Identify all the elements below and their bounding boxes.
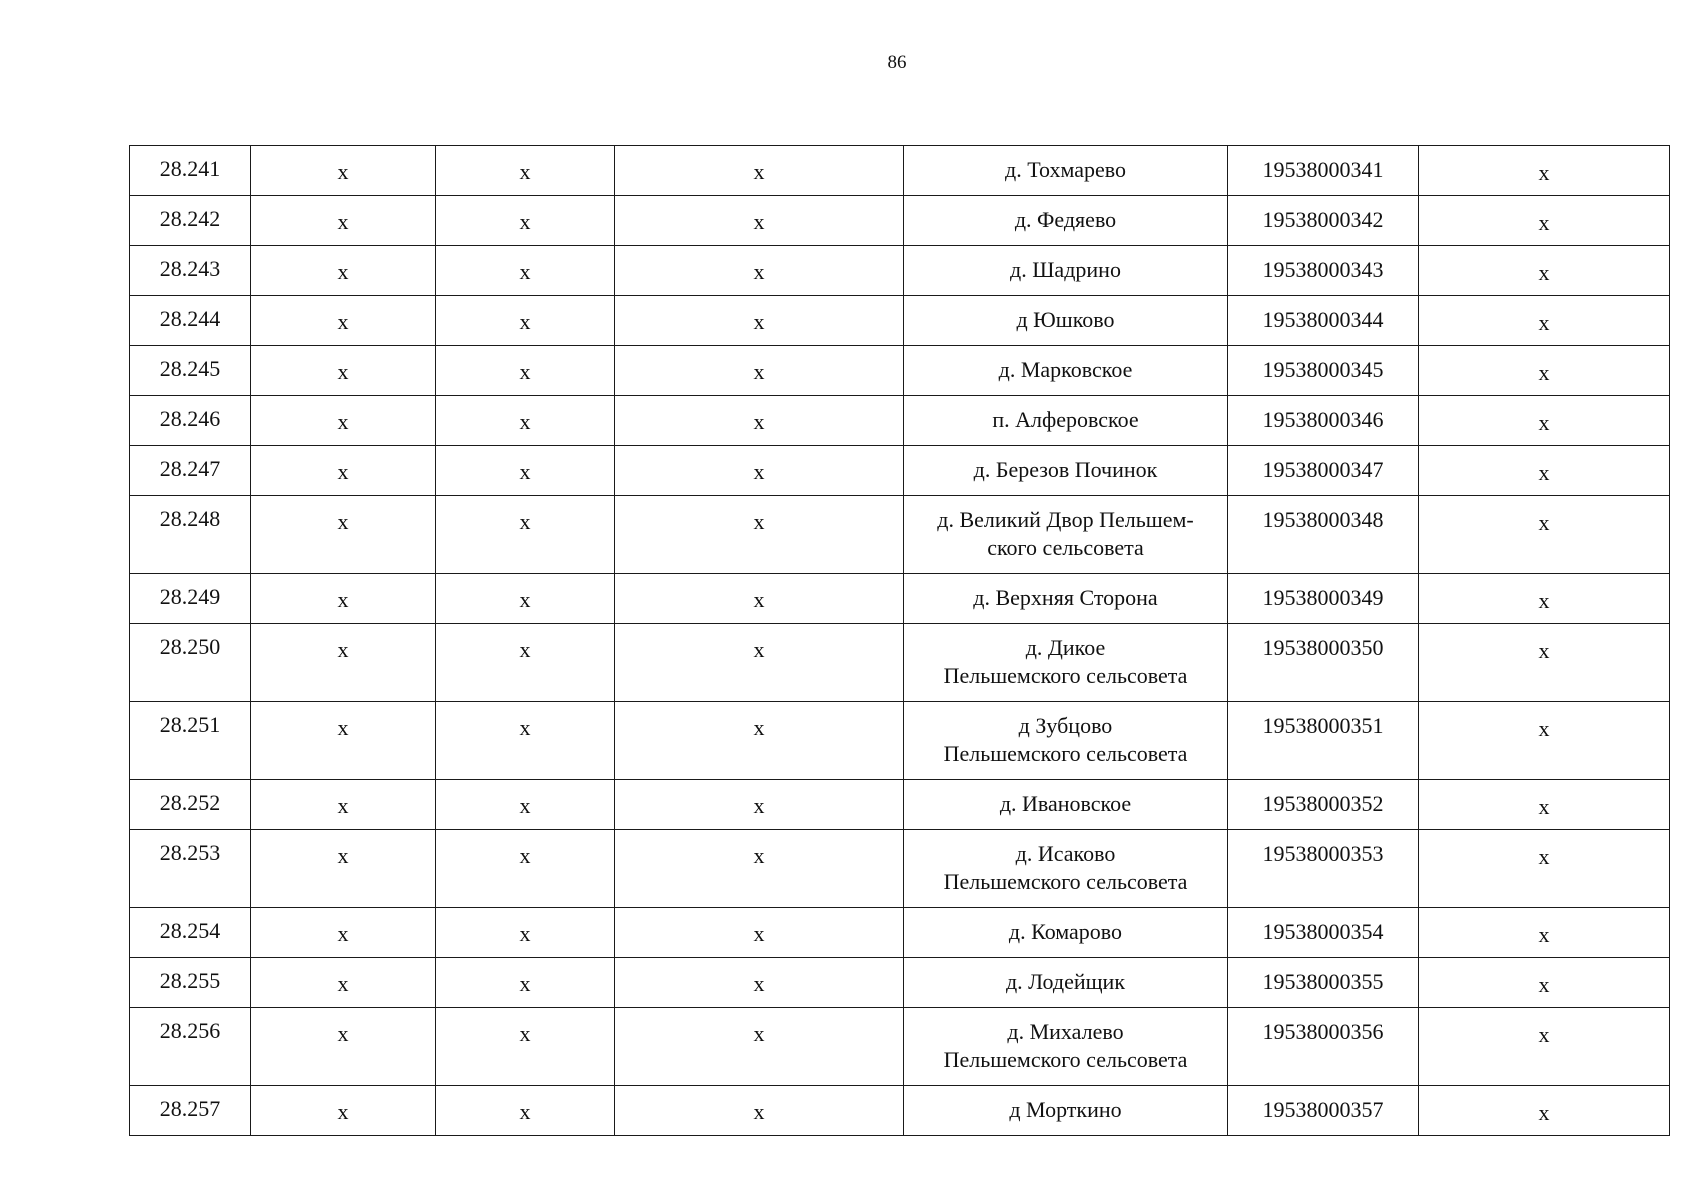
column-3-cell bbox=[436, 496, 615, 574]
table-row bbox=[130, 1086, 1670, 1136]
row-number-text: 28.245 bbox=[159, 356, 221, 381]
column-4-text: х bbox=[753, 309, 765, 334]
settlement-name-line: Пельшемского сельсовета bbox=[943, 663, 1188, 688]
settlement-name-cell bbox=[904, 1008, 1228, 1086]
settlement-name-cell bbox=[904, 346, 1228, 396]
row-number-text: 28.243 bbox=[159, 256, 221, 281]
oktmo-code-text: 19538000343 bbox=[1262, 257, 1384, 282]
column-4-text: х bbox=[753, 971, 765, 996]
column-4-text: х bbox=[753, 1021, 765, 1046]
column-3-text: х bbox=[519, 793, 531, 818]
oktmo-code-text: 19538000344 bbox=[1262, 307, 1384, 332]
row-number-cell bbox=[130, 446, 251, 496]
column-3-cell bbox=[436, 702, 615, 780]
column-4-cell bbox=[615, 396, 904, 446]
settlement-name-text: д. Федяево bbox=[1014, 207, 1117, 232]
column-4-text: х bbox=[753, 715, 765, 740]
oktmo-code-cell bbox=[1228, 702, 1419, 780]
column-7-text: х bbox=[1538, 160, 1550, 185]
row-number-text: 28.257 bbox=[159, 1096, 221, 1121]
table-row bbox=[130, 196, 1670, 246]
column-3-cell bbox=[436, 346, 615, 396]
settlement-name-line: д Зубцово bbox=[1018, 713, 1113, 738]
row-number-cell bbox=[130, 624, 251, 702]
table-row bbox=[130, 146, 1670, 196]
oktmo-code-text: 19538000352 bbox=[1262, 791, 1384, 816]
column-3-text: х bbox=[519, 587, 531, 612]
column-2-text: х bbox=[337, 1021, 349, 1046]
column-2-text: х bbox=[337, 1099, 349, 1124]
settlement-name-cell bbox=[904, 958, 1228, 1008]
oktmo-code-cell bbox=[1228, 196, 1419, 246]
column-7-text: х bbox=[1538, 510, 1550, 535]
row-number-cell bbox=[130, 958, 251, 1008]
column-7-text: х bbox=[1538, 460, 1550, 485]
column-4-text: х bbox=[753, 509, 765, 534]
settlement-name-text: д. Шадрино bbox=[1010, 257, 1121, 282]
column-4-cell bbox=[615, 780, 904, 830]
column-7-cell bbox=[1419, 574, 1670, 624]
column-7-cell bbox=[1419, 780, 1670, 830]
column-3-cell bbox=[436, 624, 615, 702]
column-7-text: х bbox=[1538, 972, 1550, 997]
row-number-cell bbox=[130, 908, 251, 958]
table-row bbox=[130, 1008, 1670, 1086]
row-number-text: 28.244 bbox=[159, 306, 221, 331]
column-2-cell bbox=[251, 958, 436, 1008]
row-number-cell bbox=[130, 396, 251, 446]
column-2-cell bbox=[251, 908, 436, 958]
oktmo-code-text: 19538000342 bbox=[1262, 207, 1384, 232]
column-7-cell bbox=[1419, 246, 1670, 296]
column-7-cell bbox=[1419, 908, 1670, 958]
settlement-name-cell bbox=[904, 830, 1228, 908]
settlement-name-text: д Морткино bbox=[1009, 1097, 1122, 1122]
column-4-text: х bbox=[753, 409, 765, 434]
oktmo-code-cell bbox=[1228, 1086, 1419, 1136]
column-4-cell bbox=[615, 196, 904, 246]
table-row bbox=[130, 624, 1670, 702]
settlement-name-cell bbox=[904, 574, 1228, 624]
oktmo-code-cell bbox=[1228, 780, 1419, 830]
settlement-name-cell bbox=[904, 246, 1228, 296]
column-2-cell bbox=[251, 624, 436, 702]
table-row bbox=[130, 346, 1670, 396]
column-4-text: х bbox=[753, 793, 765, 818]
column-2-cell bbox=[251, 396, 436, 446]
column-4-cell bbox=[615, 1086, 904, 1136]
column-4-cell bbox=[615, 146, 904, 196]
column-3-cell bbox=[436, 574, 615, 624]
oktmo-code-text: 19538000346 bbox=[1262, 407, 1384, 432]
settlement-name-cell bbox=[904, 624, 1228, 702]
table-row bbox=[130, 296, 1670, 346]
column-4-cell bbox=[615, 1008, 904, 1086]
column-3-text: х bbox=[519, 509, 531, 534]
column-3-text: х bbox=[519, 1099, 531, 1124]
row-number-text: 28.249 bbox=[159, 584, 221, 609]
column-4-text: х bbox=[753, 921, 765, 946]
row-number-cell bbox=[130, 1008, 251, 1086]
column-3-cell bbox=[436, 780, 615, 830]
column-2-text: х bbox=[337, 587, 349, 612]
oktmo-code-text: 19538000357 bbox=[1262, 1097, 1384, 1122]
column-7-cell bbox=[1419, 196, 1670, 246]
settlement-name-text: д. Тохмарево bbox=[1005, 157, 1126, 182]
column-2-cell bbox=[251, 574, 436, 624]
oktmo-code-cell bbox=[1228, 446, 1419, 496]
table-body bbox=[130, 146, 1670, 1136]
oktmo-code-cell bbox=[1228, 908, 1419, 958]
column-4-cell bbox=[615, 574, 904, 624]
column-2-cell bbox=[251, 1086, 436, 1136]
oktmo-code-cell bbox=[1228, 496, 1419, 574]
column-3-cell bbox=[436, 958, 615, 1008]
column-7-text: х bbox=[1538, 794, 1550, 819]
column-4-cell bbox=[615, 246, 904, 296]
column-2-text: х bbox=[337, 971, 349, 996]
row-number-cell bbox=[130, 574, 251, 624]
column-2-cell bbox=[251, 146, 436, 196]
oktmo-code-cell bbox=[1228, 830, 1419, 908]
column-7-text: х bbox=[1538, 360, 1550, 385]
settlement-name-cell bbox=[904, 446, 1228, 496]
column-2-text: х bbox=[337, 259, 349, 284]
column-2-cell bbox=[251, 246, 436, 296]
column-7-cell bbox=[1419, 396, 1670, 446]
column-3-cell bbox=[436, 146, 615, 196]
oktmo-code-cell bbox=[1228, 958, 1419, 1008]
column-4-text: х bbox=[753, 209, 765, 234]
column-7-text: х bbox=[1538, 210, 1550, 235]
column-2-text: х bbox=[337, 309, 349, 334]
table-row bbox=[130, 574, 1670, 624]
column-7-text: х bbox=[1538, 638, 1550, 663]
column-4-text: х bbox=[753, 587, 765, 612]
column-7-cell bbox=[1419, 830, 1670, 908]
settlement-name-cell bbox=[904, 780, 1228, 830]
column-7-text: х bbox=[1538, 844, 1550, 869]
column-3-cell bbox=[436, 246, 615, 296]
column-7-text: х bbox=[1538, 1100, 1550, 1125]
row-number-text: 28.255 bbox=[159, 968, 221, 993]
settlement-name-text: д Юшково bbox=[1016, 307, 1115, 332]
row-number-cell bbox=[130, 196, 251, 246]
row-number-text: 28.248 bbox=[159, 506, 221, 531]
row-number-text: 28.256 bbox=[159, 1018, 221, 1043]
table-row bbox=[130, 496, 1670, 574]
column-2-cell bbox=[251, 446, 436, 496]
column-4-text: х bbox=[753, 359, 765, 384]
column-2-text: х bbox=[337, 159, 349, 184]
column-3-cell bbox=[436, 396, 615, 446]
column-4-cell bbox=[615, 908, 904, 958]
row-number-text: 28.242 bbox=[159, 206, 221, 231]
table-row bbox=[130, 908, 1670, 958]
oktmo-code-text: 19538000350 bbox=[1262, 635, 1384, 660]
column-3-text: х bbox=[519, 637, 531, 662]
row-number-text: 28.241 bbox=[159, 156, 221, 181]
column-3-text: х bbox=[519, 971, 531, 996]
column-2-cell bbox=[251, 780, 436, 830]
column-2-cell bbox=[251, 196, 436, 246]
column-4-cell bbox=[615, 830, 904, 908]
column-3-text: х bbox=[519, 359, 531, 384]
settlement-name-line: д. Михалево bbox=[1007, 1019, 1124, 1044]
oktmo-code-text: 19538000351 bbox=[1262, 713, 1384, 738]
column-3-text: х bbox=[519, 843, 531, 868]
column-7-cell bbox=[1419, 296, 1670, 346]
column-7-cell bbox=[1419, 624, 1670, 702]
column-4-text: х bbox=[753, 459, 765, 484]
column-2-cell bbox=[251, 346, 436, 396]
column-4-cell bbox=[615, 496, 904, 574]
row-number-cell bbox=[130, 346, 251, 396]
column-7-text: х bbox=[1538, 716, 1550, 741]
settlement-name-line: Пельшемского сельсовета bbox=[943, 741, 1188, 766]
oktmo-code-cell bbox=[1228, 396, 1419, 446]
column-2-text: х bbox=[337, 409, 349, 434]
column-3-text: х bbox=[519, 309, 531, 334]
row-number-cell bbox=[130, 246, 251, 296]
settlement-name-cell bbox=[904, 296, 1228, 346]
oktmo-code-text: 19538000356 bbox=[1262, 1019, 1384, 1044]
oktmo-code-cell bbox=[1228, 296, 1419, 346]
oktmo-code-text: 19538000347 bbox=[1262, 457, 1384, 482]
row-number-cell bbox=[130, 830, 251, 908]
table-row bbox=[130, 446, 1670, 496]
column-7-text: х bbox=[1538, 922, 1550, 947]
column-2-cell bbox=[251, 1008, 436, 1086]
settlement-name-text: д. Ивановское bbox=[999, 791, 1132, 816]
oktmo-code-text: 19538000349 bbox=[1262, 585, 1384, 610]
column-4-cell bbox=[615, 958, 904, 1008]
oktmo-code-cell bbox=[1228, 246, 1419, 296]
column-3-text: х bbox=[519, 715, 531, 740]
column-2-cell bbox=[251, 830, 436, 908]
column-7-cell bbox=[1419, 702, 1670, 780]
column-3-text: х bbox=[519, 209, 531, 234]
settlement-name-line: ского сельсовета bbox=[987, 535, 1144, 560]
settlement-name-line: Пельшемского сельсовета bbox=[943, 1047, 1188, 1072]
column-7-cell bbox=[1419, 1008, 1670, 1086]
oktmo-code-cell bbox=[1228, 146, 1419, 196]
column-4-cell bbox=[615, 624, 904, 702]
column-3-cell bbox=[436, 446, 615, 496]
column-4-text: х bbox=[753, 1099, 765, 1124]
table-row bbox=[130, 958, 1670, 1008]
oktmo-code-cell bbox=[1228, 346, 1419, 396]
column-2-text: х bbox=[337, 793, 349, 818]
column-7-text: х bbox=[1538, 310, 1550, 335]
oktmo-code-text: 19538000354 bbox=[1262, 919, 1384, 944]
row-number-text: 28.250 bbox=[159, 634, 221, 659]
column-7-text: х bbox=[1538, 260, 1550, 285]
oktmo-code-cell bbox=[1228, 1008, 1419, 1086]
row-number-cell bbox=[130, 1086, 251, 1136]
page-number: 86 bbox=[887, 52, 907, 73]
row-number-text: 28.252 bbox=[159, 790, 221, 815]
oktmo-code-cell bbox=[1228, 624, 1419, 702]
oktmo-code-text: 19538000341 bbox=[1262, 157, 1384, 182]
column-3-cell bbox=[436, 196, 615, 246]
settlements-table bbox=[129, 145, 1670, 1136]
column-2-cell bbox=[251, 496, 436, 574]
column-3-text: х bbox=[519, 1021, 531, 1046]
column-2-text: х bbox=[337, 209, 349, 234]
settlement-name-text: д. Марковское bbox=[998, 357, 1133, 382]
column-3-text: х bbox=[519, 259, 531, 284]
column-2-text: х bbox=[337, 459, 349, 484]
column-3-cell bbox=[436, 1086, 615, 1136]
settlement-name-cell bbox=[904, 908, 1228, 958]
settlement-name-text: д. Лодейщик bbox=[1005, 969, 1126, 994]
column-7-cell bbox=[1419, 446, 1670, 496]
settlement-name-cell bbox=[904, 496, 1228, 574]
column-2-text: х bbox=[337, 509, 349, 534]
column-2-text: х bbox=[337, 715, 349, 740]
column-7-text: х bbox=[1538, 588, 1550, 613]
settlement-name-text: д. Комарово bbox=[1008, 919, 1123, 944]
oktmo-code-text: 19538000345 bbox=[1262, 357, 1384, 382]
column-4-cell bbox=[615, 702, 904, 780]
row-number-cell bbox=[130, 146, 251, 196]
column-7-text: х bbox=[1538, 410, 1550, 435]
column-7-cell bbox=[1419, 958, 1670, 1008]
settlement-name-line: Пельшемского сельсовета bbox=[943, 869, 1188, 894]
column-7-cell bbox=[1419, 1086, 1670, 1136]
column-7-cell bbox=[1419, 496, 1670, 574]
settlement-name-cell bbox=[904, 1086, 1228, 1136]
column-7-text: х bbox=[1538, 1022, 1550, 1047]
column-4-text: х bbox=[753, 843, 765, 868]
column-2-text: х bbox=[337, 921, 349, 946]
column-4-text: х bbox=[753, 637, 765, 662]
oktmo-code-text: 19538000353 bbox=[1262, 841, 1384, 866]
column-3-cell bbox=[436, 296, 615, 346]
row-number-text: 28.246 bbox=[159, 406, 221, 431]
table-row bbox=[130, 246, 1670, 296]
settlement-name-text: д. Верхняя Сторона bbox=[973, 585, 1158, 610]
table-row bbox=[130, 780, 1670, 830]
column-2-text: х bbox=[337, 637, 349, 662]
row-number-cell bbox=[130, 702, 251, 780]
column-3-text: х bbox=[519, 409, 531, 434]
settlement-name-cell bbox=[904, 146, 1228, 196]
table-row bbox=[130, 702, 1670, 780]
column-4-text: х bbox=[753, 159, 765, 184]
column-3-cell bbox=[436, 908, 615, 958]
column-4-cell bbox=[615, 346, 904, 396]
column-7-cell bbox=[1419, 346, 1670, 396]
column-7-cell bbox=[1419, 146, 1670, 196]
settlement-name-text: п. Алферовское bbox=[992, 407, 1139, 432]
row-number-cell bbox=[130, 296, 251, 346]
row-number-text: 28.254 bbox=[159, 918, 221, 943]
oktmo-code-text: 19538000355 bbox=[1262, 969, 1384, 994]
row-number-text: 28.253 bbox=[159, 840, 221, 865]
settlement-name-line: д. Великий Двор Пельшем- bbox=[937, 507, 1194, 532]
row-number-cell bbox=[130, 780, 251, 830]
oktmo-code-cell bbox=[1228, 574, 1419, 624]
settlement-name-text: д. Березов Починок bbox=[973, 457, 1158, 482]
table-row bbox=[130, 830, 1670, 908]
settlement-name-line: д. Дикое bbox=[1025, 635, 1106, 660]
table-row bbox=[130, 396, 1670, 446]
settlement-name-cell bbox=[904, 396, 1228, 446]
oktmo-code-text: 19538000348 bbox=[1262, 507, 1384, 532]
column-3-cell bbox=[436, 830, 615, 908]
column-4-cell bbox=[615, 446, 904, 496]
settlement-name-line: д. Исаково bbox=[1015, 841, 1116, 866]
column-3-text: х bbox=[519, 459, 531, 484]
column-3-text: х bbox=[519, 921, 531, 946]
column-4-cell bbox=[615, 296, 904, 346]
column-2-text: х bbox=[337, 843, 349, 868]
settlement-name-cell bbox=[904, 196, 1228, 246]
column-4-text: х bbox=[753, 259, 765, 284]
column-3-cell bbox=[436, 1008, 615, 1086]
column-2-text: х bbox=[337, 359, 349, 384]
column-2-cell bbox=[251, 702, 436, 780]
column-2-cell bbox=[251, 296, 436, 346]
row-number-text: 28.251 bbox=[159, 712, 221, 737]
settlement-name-cell bbox=[904, 702, 1228, 780]
row-number-text: 28.247 bbox=[159, 456, 221, 481]
column-3-text: х bbox=[519, 159, 531, 184]
row-number-cell bbox=[130, 496, 251, 574]
